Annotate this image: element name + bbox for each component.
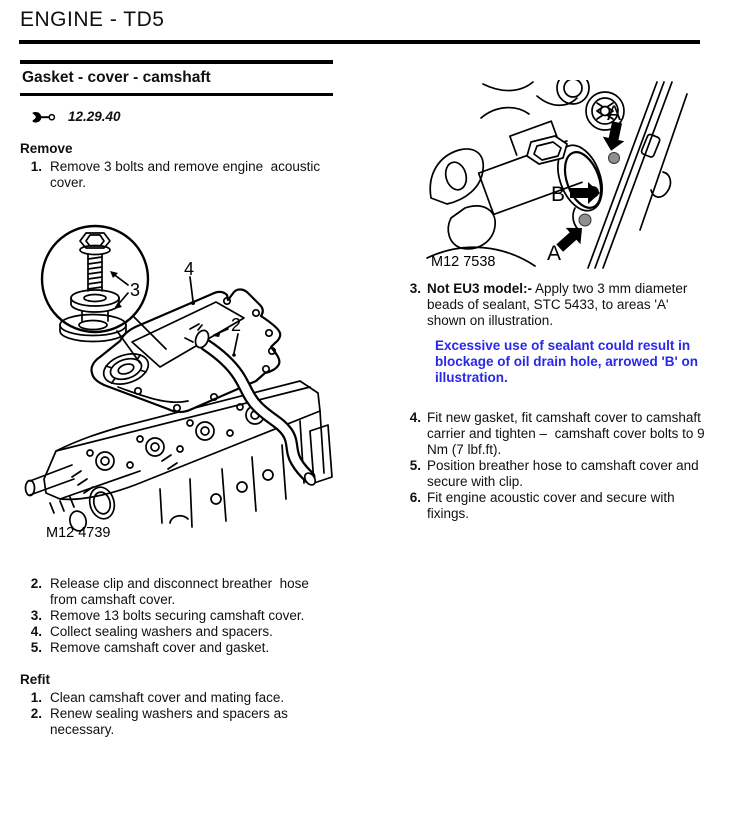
left-column (20, 60, 360, 738)
sealant-warning-text: Excessive use of sealant could result in blockage of oil drain hole, arrowed 'B' on illustration. (435, 338, 702, 385)
step-number: 4. (409, 410, 421, 425)
camshaft-cover-figure-svg (20, 221, 360, 543)
step-text: Renew sealing washers and spacers as necessary. (50, 706, 292, 737)
job-number-row (30, 108, 360, 126)
label-a-bottom: A (547, 242, 562, 265)
step-text: Remove 3 bolts and remove engine acoustic cover. (50, 159, 324, 190)
sealant-areas-figure-svg (425, 80, 705, 270)
refit-steps-left (20, 690, 360, 738)
step-number: 6. (409, 490, 421, 505)
step-text: Release clip and disconnect breather hose from camshaft cover. (50, 576, 313, 607)
refit-steps-after-warning (405, 410, 707, 522)
camshaft-cover-figure (20, 221, 360, 543)
step-text: Remove 13 bolts securing camshaft cover. (50, 608, 305, 623)
remove-steps-top (20, 159, 360, 191)
step-text: Fit engine acoustic cover and secure with fixings. (427, 490, 679, 521)
step-bold-prefix: Not EU3 model:- (427, 281, 533, 296)
remove-steps-bottom (20, 576, 360, 656)
step-number: 1. (30, 690, 42, 705)
remove-step-3 (20, 608, 360, 624)
job-number: 12.29.40 (68, 109, 121, 124)
step-number: 2. (30, 706, 42, 721)
label-b: B (551, 183, 566, 206)
step-number: 5. (30, 640, 42, 655)
step-number: 5. (409, 458, 421, 473)
step-number: 4. (30, 624, 42, 639)
step-text: Position breather hose to camshaft cover and secure with clip. (427, 458, 703, 489)
remove-heading: Remove (20, 141, 73, 156)
remove-step-2 (20, 576, 360, 608)
refit-step-3 (405, 281, 707, 329)
refit-step-2 (20, 706, 360, 738)
step-number: 3. (30, 608, 42, 623)
remove-step-1 (20, 159, 360, 191)
refit-heading: Refit (20, 672, 50, 687)
step-text: Clean camshaft cover and mating face. (50, 690, 285, 705)
header-rule (19, 40, 700, 44)
sealant-areas-figure (425, 80, 705, 270)
callout-3: 3 (130, 280, 141, 300)
step-text: Remove camshaft cover and gasket. (50, 640, 270, 655)
refit-step-5 (405, 458, 707, 490)
remove-step-4 (20, 624, 360, 640)
step-text: Apply two 3 mm diameter beads of sealant, STC 5433, to areas 'A' shown on illustration. (427, 281, 692, 328)
callout-2: 2 (231, 315, 242, 335)
step-text: Fit new gasket, fit camshaft cover to camshaft carrier and tighten – camshaft cover bolts to 9 Nm (7 lbf.ft). (427, 410, 709, 457)
wrench-icon (30, 111, 56, 124)
refit-step-4 (405, 410, 707, 458)
refit-step-1 (20, 690, 360, 706)
callout-4: 4 (184, 259, 195, 279)
step-text: Collect sealing washers and spacers. (50, 624, 273, 639)
refit-step-6 (405, 490, 707, 522)
remove-step-5 (20, 640, 360, 656)
step-number: 3. (409, 281, 421, 296)
section-heading-box (20, 60, 333, 96)
refit-steps-right (405, 281, 707, 522)
section-title: Gasket - cover - camshaft (22, 69, 211, 86)
right-column (405, 80, 707, 522)
step-number: 2. (30, 576, 42, 591)
label-a-top: A (607, 102, 622, 125)
figure-left-caption: M12 4739 (46, 525, 111, 541)
page-title: ENGINE - TD5 (20, 8, 165, 31)
figure-right-caption: M12 7538 (431, 254, 496, 270)
step-number: 1. (30, 159, 42, 174)
